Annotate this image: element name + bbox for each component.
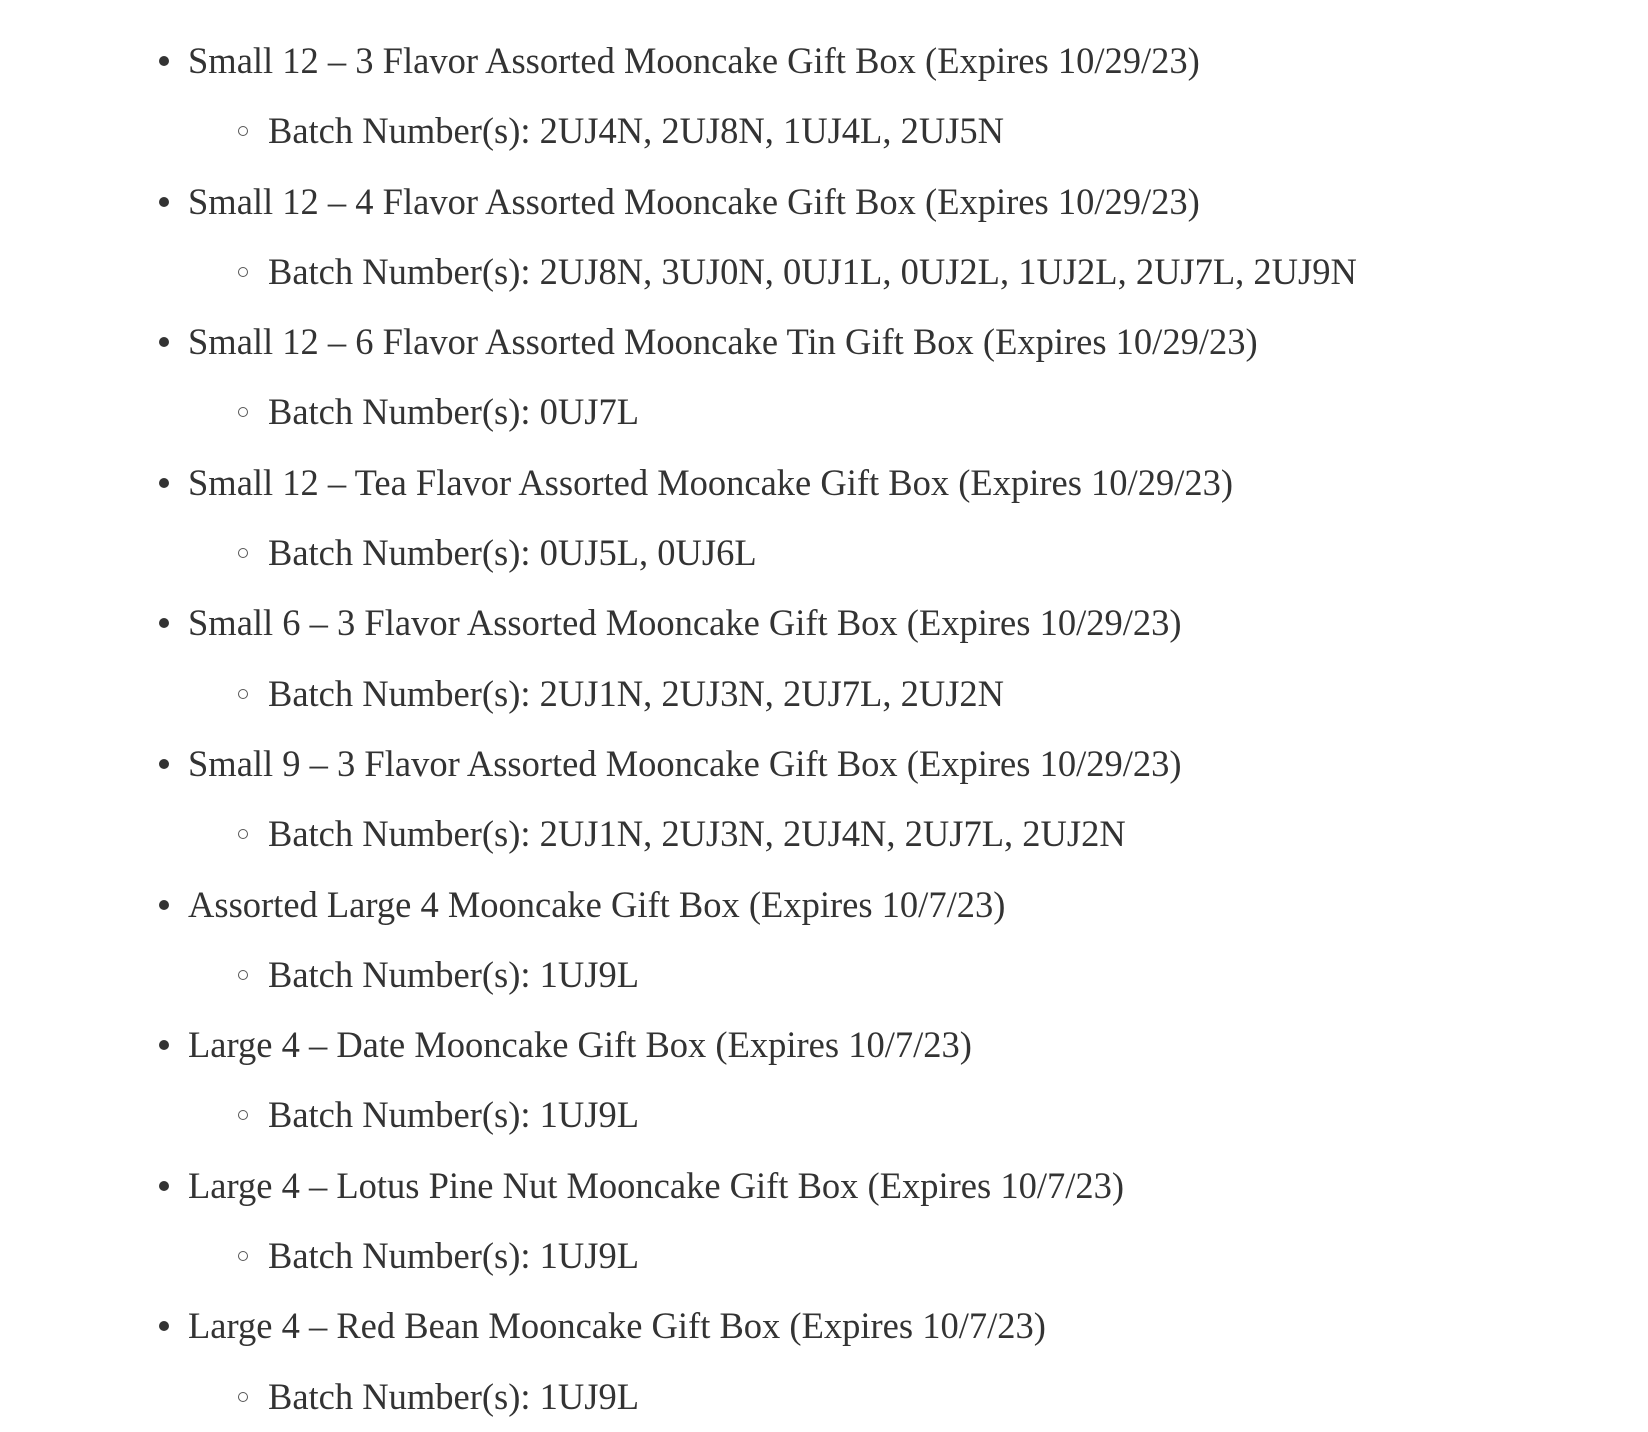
bullet-disc-icon bbox=[159, 1040, 169, 1050]
product-line bbox=[0, 1151, 1648, 1221]
bullet-disc-icon bbox=[159, 618, 169, 628]
bullet-circle-icon bbox=[238, 267, 248, 277]
bullet-disc-icon bbox=[159, 56, 169, 66]
product-name: Small 9 – 3 Flavor Assorted Mooncake Gift Box (Expires 10/29/23) bbox=[188, 742, 1182, 784]
batch-numbers-text: Batch Number(s): 2UJ1N, 2UJ3N, 2UJ4N, 2UJ7L, 2UJ2N bbox=[268, 813, 1126, 855]
batch-numbers-text: Batch Number(s): 1UJ9L bbox=[268, 1094, 640, 1136]
product-name: Small 12 – Tea Flavor Assorted Mooncake Gift Box (Expires 10/29/23) bbox=[188, 461, 1233, 503]
batch-numbers bbox=[0, 940, 1648, 1010]
product-item bbox=[0, 1151, 1648, 1292]
product-name: Small 6 – 3 Flavor Assorted Mooncake Gift Box (Expires 10/29/23) bbox=[188, 602, 1182, 644]
batch-list bbox=[0, 1080, 1648, 1150]
batch-numbers bbox=[0, 799, 1648, 869]
product-line bbox=[0, 448, 1648, 518]
product-name: Large 4 – Date Mooncake Gift Box (Expires 10/7/23) bbox=[188, 1024, 972, 1066]
batch-numbers bbox=[0, 237, 1648, 307]
bullet-circle-icon bbox=[238, 1110, 248, 1120]
product-name: Assorted Large 4 Mooncake Gift Box (Expires 10/7/23) bbox=[188, 883, 1006, 925]
product-item bbox=[0, 588, 1648, 729]
batch-list bbox=[0, 1221, 1648, 1291]
batch-numbers bbox=[0, 377, 1648, 447]
batch-numbers bbox=[0, 1221, 1648, 1291]
bullet-disc-icon bbox=[159, 197, 169, 207]
batch-list bbox=[0, 237, 1648, 307]
product-name: Large 4 – Red Bean Mooncake Gift Box (Expires 10/7/23) bbox=[188, 1305, 1046, 1347]
batch-numbers-text: Batch Number(s): 1UJ9L bbox=[268, 1375, 640, 1417]
bullet-circle-icon bbox=[238, 689, 248, 699]
product-line bbox=[0, 729, 1648, 799]
bullet-disc-icon bbox=[159, 759, 169, 769]
bullet-circle-icon bbox=[238, 1392, 248, 1402]
product-item bbox=[0, 26, 1648, 167]
product-item bbox=[0, 729, 1648, 870]
batch-numbers-text: Batch Number(s): 2UJ4N, 2UJ8N, 1UJ4L, 2UJ5N bbox=[268, 110, 1005, 152]
product-line bbox=[0, 26, 1648, 96]
batch-numbers-text: Batch Number(s): 1UJ9L bbox=[268, 953, 640, 995]
batch-numbers bbox=[0, 96, 1648, 166]
product-line bbox=[0, 1291, 1648, 1361]
product-item bbox=[0, 167, 1648, 308]
product-recall-list bbox=[0, 26, 1648, 1432]
bullet-disc-icon bbox=[159, 478, 169, 488]
batch-numbers-text: Batch Number(s): 2UJ8N, 3UJ0N, 0UJ1L, 0UJ2L, 1UJ2L, 2UJ7L, 2UJ9N bbox=[268, 250, 1357, 292]
bullet-disc-icon bbox=[159, 1321, 169, 1331]
bullet-disc-icon bbox=[159, 1181, 169, 1191]
bullet-circle-icon bbox=[238, 407, 248, 417]
bullet-circle-icon bbox=[238, 126, 248, 136]
product-line bbox=[0, 870, 1648, 940]
product-line bbox=[0, 167, 1648, 237]
bullet-circle-icon bbox=[238, 829, 248, 839]
product-name: Small 12 – 6 Flavor Assorted Mooncake Tin Gift Box (Expires 10/29/23) bbox=[188, 321, 1258, 363]
batch-numbers-text: Batch Number(s): 2UJ1N, 2UJ3N, 2UJ7L, 2UJ2N bbox=[268, 672, 1005, 714]
batch-list bbox=[0, 659, 1648, 729]
batch-numbers bbox=[0, 1080, 1648, 1150]
bullet-circle-icon bbox=[238, 1251, 248, 1261]
product-item bbox=[0, 1010, 1648, 1151]
product-item bbox=[0, 870, 1648, 1011]
batch-list bbox=[0, 1362, 1648, 1432]
batch-numbers bbox=[0, 518, 1648, 588]
bullet-disc-icon bbox=[159, 337, 169, 347]
batch-list bbox=[0, 377, 1648, 447]
bullet-disc-icon bbox=[159, 900, 169, 910]
batch-numbers bbox=[0, 659, 1648, 729]
bullet-circle-icon bbox=[238, 548, 248, 558]
product-item bbox=[0, 1291, 1648, 1432]
bullet-circle-icon bbox=[238, 970, 248, 980]
batch-list bbox=[0, 518, 1648, 588]
batch-list bbox=[0, 940, 1648, 1010]
batch-numbers-text: Batch Number(s): 0UJ7L bbox=[268, 391, 640, 433]
batch-list bbox=[0, 96, 1648, 166]
batch-list bbox=[0, 799, 1648, 869]
product-name: Small 12 – 3 Flavor Assorted Mooncake Gift Box (Expires 10/29/23) bbox=[188, 40, 1200, 81]
batch-numbers-text: Batch Number(s): 1UJ9L bbox=[268, 1235, 640, 1277]
product-item bbox=[0, 307, 1648, 448]
product-line bbox=[0, 1010, 1648, 1080]
product-item bbox=[0, 448, 1648, 589]
product-line bbox=[0, 588, 1648, 658]
batch-numbers bbox=[0, 1362, 1648, 1432]
product-line bbox=[0, 307, 1648, 377]
product-name: Small 12 – 4 Flavor Assorted Mooncake Gift Box (Expires 10/29/23) bbox=[188, 180, 1200, 222]
product-name: Large 4 – Lotus Pine Nut Mooncake Gift Box (Expires 10/7/23) bbox=[188, 1164, 1125, 1206]
batch-numbers-text: Batch Number(s): 0UJ5L, 0UJ6L bbox=[268, 532, 757, 574]
